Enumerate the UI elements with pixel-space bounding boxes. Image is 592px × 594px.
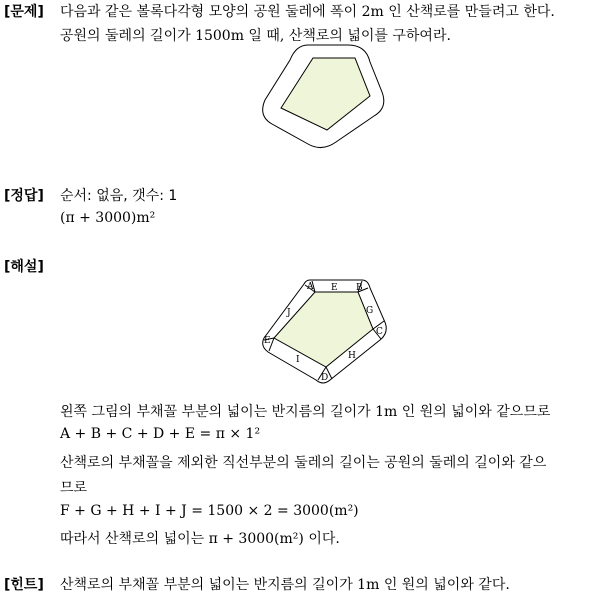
figure-label-e-top: E	[331, 283, 338, 293]
hint-label: [힌트]	[4, 577, 44, 593]
answer-text-line-1: 순서: 없음, 갯수: 1	[60, 188, 178, 204]
figure-label-b: B	[356, 283, 363, 293]
solution-text-line-6: 따라서 산책로의 넓이는 π + 3000(m²) 이다.	[60, 531, 340, 547]
figure-label-i: I	[296, 355, 300, 365]
figure-label-j: J	[287, 308, 291, 318]
solution-label: [해설]	[4, 259, 44, 275]
figure-label-a: A	[307, 282, 314, 292]
solution-text-line-5: F + G + H + I + J = 1500 × 2 = 3000(m²)	[60, 503, 359, 519]
problem-text-line-1: 다음과 같은 볼록다각형 모양의 공원 둘레에 폭이 2m 인 산책로를 만들려고 한다.	[60, 4, 555, 20]
figure-label-d: D	[321, 373, 329, 383]
solution-text-line-3: 산책로의 부채꼴을 제외한 직선부분의 둘레의 길이는 공원의 둘레의 길이와 같으	[60, 455, 547, 471]
solution-text-line-2: A + B + C + D + E = π × 1²	[60, 426, 261, 442]
figure-label-c: C	[376, 327, 383, 337]
answer-text-line-2: (π + 3000)m²	[60, 210, 156, 226]
solution-figure	[258, 276, 394, 386]
problem-text-line-2: 공원의 둘레의 길이가 1500m 일 때, 산책로의 넓이를 구하여라.	[60, 28, 451, 44]
park-figure	[255, 42, 395, 154]
solution-text-line-4: 므로	[60, 480, 88, 496]
hint-text-line-1: 산책로의 부채꼴 부분의 넓이는 반지름의 길이가 1m 인 원의 넓이와 같다.	[60, 577, 510, 593]
solution-text-line-1: 왼쪽 그림의 부채꼴 부분의 넓이는 반지름의 길이가 1m 인 원의 넓이와 같으므로	[60, 404, 551, 420]
answer-label: [정답]	[4, 188, 44, 204]
figure-label-h: H	[348, 351, 356, 361]
figure-label-e-left: E	[264, 336, 271, 346]
problem-label: [문제]	[4, 4, 44, 20]
figure-label-g: G	[366, 306, 374, 316]
